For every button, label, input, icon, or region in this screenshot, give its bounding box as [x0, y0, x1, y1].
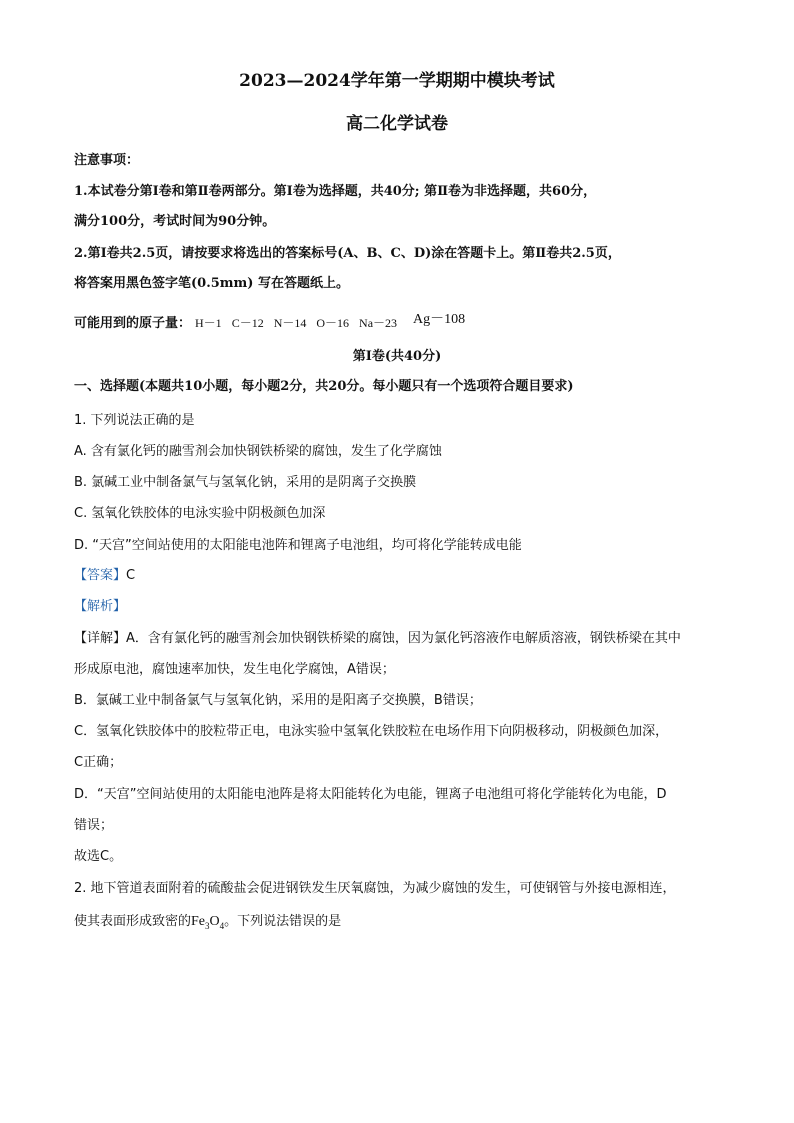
q1-detail-d-1: D．“天宫”空间站使用的太阳能电池阵是将太阳能转化为电能，锂离子电池组可将化学能转化为电能，D — [74, 787, 667, 802]
atomic-mass-n: N－14 — [273, 316, 307, 330]
detail-tag: 【详解】 — [74, 631, 127, 646]
q2-stem-text-b: 。下列说法错误的是 — [224, 914, 342, 929]
atomic-mass-c: C－12 — [231, 316, 264, 330]
q1-answer-line — [74, 567, 135, 585]
q1-detail-d-2: 错误； — [74, 818, 114, 833]
q1-option-a: A. 含有氯化钙的融雪剂会加快钢铁桥梁的腐蚀，发生了化学腐蚀 — [74, 444, 442, 459]
atomic-mass-ag: Ag－108 — [413, 312, 466, 327]
q2-stem-line-2 — [74, 913, 341, 931]
part-one-heading: 一、选择题(本题共10小题，每小题2分，共20分。每小题只有一个选项符合题目要求) — [74, 379, 574, 394]
q1-option-d: D. “天宫”空间站使用的太阳能电池阵和锂离子电池组，均可将化学能转成电能 — [74, 538, 522, 553]
atomic-mass-na: Na－23 — [359, 316, 398, 330]
notice-line-2a: 2.第Ⅰ卷共2.5页，请按要求将选出的答案标号(A、B、C、D)涂在答题卡上。第Ⅱ卷共2.5页， — [74, 246, 621, 261]
q1-conclusion: 故选C。 — [74, 849, 123, 864]
atomic-mass-label: 可能用到的原子量： — [74, 316, 192, 331]
q1-detail-c-2: C正确； — [74, 755, 123, 770]
q1-detail-line-1 — [74, 630, 681, 648]
formula-fe3o4 — [191, 914, 224, 929]
atomic-mass-line — [74, 314, 475, 333]
exam-title: 2023—2024学年第一学期期中模块考试 — [239, 71, 555, 91]
q1-option-c: C. 氢氧化铁胶体的电泳实验中阴极颜色加深 — [74, 506, 326, 521]
answer-value: C — [126, 568, 136, 583]
section-title: 第Ⅰ卷(共40分) — [352, 349, 442, 364]
q1-detail-c-1: C．氢氧化铁胶体中的胶粒带正电，电泳实验中氢氧化铁胶粒在电场作用下向阴极移动，阴极颜色加深， — [74, 724, 669, 739]
q1-stem: 1. 下列说法正确的是 — [74, 413, 195, 428]
notice-line-1a: 1.本试卷分第Ⅰ卷和第Ⅱ卷两部分。第Ⅰ卷为选择题，共40分; 第Ⅱ卷为非选择题，共60分， — [74, 184, 597, 199]
notice-heading: 注意事项： — [74, 153, 140, 168]
answer-tag: 【答案】 — [74, 568, 127, 583]
atomic-mass-h: H－1 — [195, 316, 222, 330]
q2-stem-text-a: 使其表面形成致密的 — [74, 914, 192, 929]
q1-detail-b: B．氯碱工业中制备氯气与氢氧化钠，采用的是阳离子交换膜，B错误； — [74, 693, 482, 708]
q1-detail-line-2: 形成原电池，腐蚀速率加快，发生电化学腐蚀，A错误； — [74, 662, 395, 677]
q2-stem-line-1: 2. 地下管道表面附着的硫酸盐会促进钢铁发生厌氧腐蚀，为减少腐蚀的发生，可使钢管与外接电源相连， — [74, 881, 676, 896]
exam-subtitle: 高二化学试卷 — [346, 114, 448, 134]
formula-fe: Fe — [191, 914, 206, 929]
notice-line-1b: 满分100分，考试时间为90分钟。 — [74, 214, 276, 229]
notice-line-2b: 将答案用黑色签字笔(0.5mm) 写在答题纸上。 — [74, 276, 349, 291]
formula-sub-3: 3 — [205, 920, 210, 931]
detail-a-text: A．含有氯化钙的融雪剂会加快钢铁桥梁的腐蚀，因为氯化钙溶液作电解质溶液，钢铁桥梁在其中 — [126, 631, 681, 646]
formula-sub-4: 4 — [219, 920, 225, 931]
atomic-mass-o: O－16 — [316, 316, 350, 330]
analysis-tag: 【解析】 — [74, 599, 127, 614]
formula-o: O — [209, 914, 220, 929]
q1-option-b: B. 氯碱工业中制备氯气与氢氧化钠，采用的是阴离子交换膜 — [74, 475, 417, 490]
